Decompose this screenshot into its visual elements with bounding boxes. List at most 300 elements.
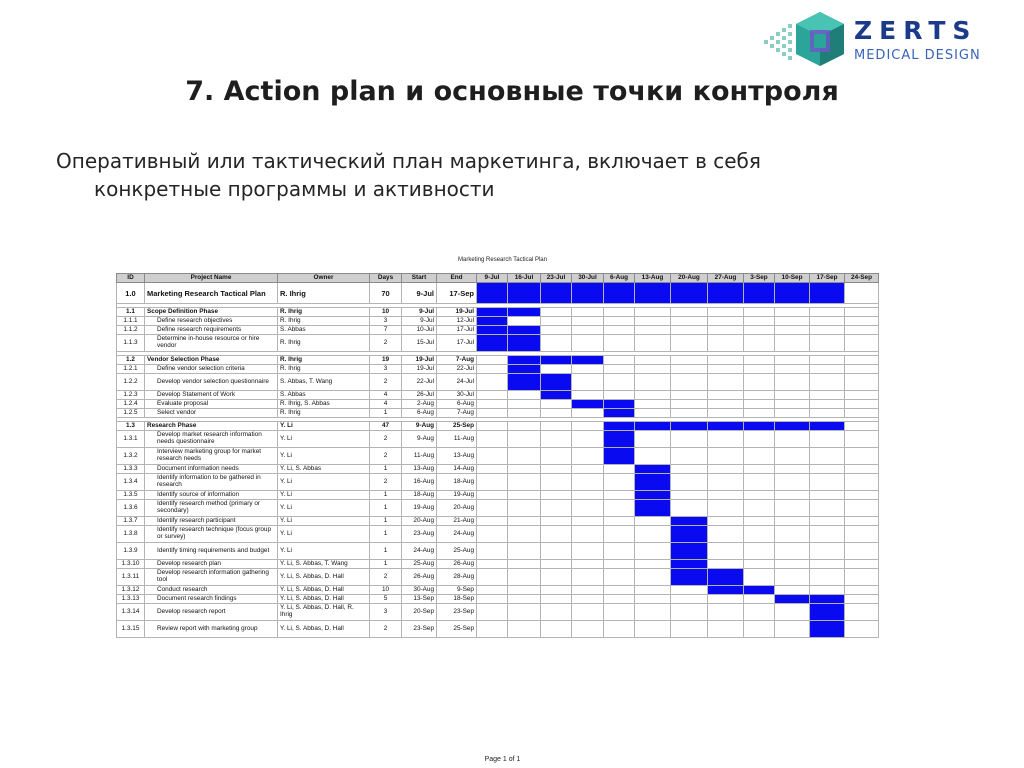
logo-subtitle: MEDICAL DESIGN <box>854 48 981 63</box>
task-owner: R. Ihrig <box>278 356 370 365</box>
task-days: 3 <box>370 365 402 374</box>
gantt-empty-cell <box>572 326 604 335</box>
gantt-empty-cell <box>604 517 635 526</box>
task-days: 2 <box>370 431 402 448</box>
week-header: 6-Aug <box>604 274 635 283</box>
gantt-empty-cell <box>810 335 845 352</box>
gantt-empty-cell <box>845 317 879 326</box>
gantt-empty-cell <box>810 308 845 317</box>
gantt-empty-cell <box>508 543 541 560</box>
gantt-empty-cell <box>508 448 541 465</box>
gantt-empty-cell <box>671 409 708 418</box>
task-start: 23-Aug <box>402 526 437 543</box>
gantt-empty-cell <box>671 356 708 365</box>
gantt-empty-cell <box>671 621 708 638</box>
gantt-empty-cell <box>572 517 604 526</box>
gantt-empty-cell <box>541 526 572 543</box>
phase-row <box>117 356 879 365</box>
gantt-empty-cell <box>572 621 604 638</box>
task-name: Develop research report <box>145 604 278 621</box>
gantt-empty-cell <box>635 560 671 569</box>
gantt-empty-cell <box>845 391 879 400</box>
task-owner: Y. Li <box>278 491 370 500</box>
gantt-empty-cell <box>541 595 572 604</box>
gantt-empty-cell <box>671 308 708 317</box>
gantt-empty-cell <box>744 374 775 391</box>
gantt-bar-cell <box>635 500 671 517</box>
gantt-empty-cell <box>541 517 572 526</box>
task-name: Identify research technique (focus group or survey) <box>145 526 278 543</box>
task-row <box>117 326 879 335</box>
gantt-empty-cell <box>635 335 671 352</box>
gantt-bar-cell <box>604 448 635 465</box>
gantt-empty-cell <box>708 604 744 621</box>
gantt-bar-cell <box>604 400 635 409</box>
task-name: Identify research method (primary or secondary) <box>145 500 278 517</box>
gantt-empty-cell <box>845 560 879 569</box>
gantt-empty-cell <box>744 335 775 352</box>
task-start: 2-Aug <box>402 400 437 409</box>
task-end: 18-Aug <box>437 474 477 491</box>
task-id: 1.3.10 <box>117 560 145 569</box>
gantt-bar-cell <box>604 422 635 431</box>
gantt-empty-cell <box>810 448 845 465</box>
task-owner: S. Abbas, T. Wang <box>278 374 370 391</box>
task-name: Define vendor selection criteria <box>145 365 278 374</box>
task-days: 19 <box>370 356 402 365</box>
task-days: 1 <box>370 465 402 474</box>
gantt-empty-cell <box>508 569 541 586</box>
gantt-empty-cell <box>845 374 879 391</box>
task-row <box>117 374 879 391</box>
gantt-empty-cell <box>635 526 671 543</box>
gantt-empty-cell <box>541 400 572 409</box>
task-end: 22-Jul <box>437 365 477 374</box>
gantt-empty-cell <box>477 621 508 638</box>
gantt-empty-cell <box>477 465 508 474</box>
gantt-bar-cell <box>671 560 708 569</box>
gantt-empty-cell <box>541 409 572 418</box>
gantt-empty-cell <box>671 365 708 374</box>
gantt-empty-cell <box>604 317 635 326</box>
gantt-empty-cell <box>604 543 635 560</box>
gantt-bar-cell <box>671 569 708 586</box>
gantt-empty-cell <box>708 365 744 374</box>
gantt-empty-cell <box>604 586 635 595</box>
gantt-title: Marketing Research Tactical Plan <box>458 257 547 263</box>
task-start: 9-Jul <box>402 317 437 326</box>
gantt-empty-cell <box>671 500 708 517</box>
gantt-empty-cell <box>810 543 845 560</box>
task-row <box>117 560 879 569</box>
gantt-empty-cell <box>604 604 635 621</box>
gantt-empty-cell <box>708 448 744 465</box>
task-row <box>117 335 879 352</box>
week-header: 23-Jul <box>541 274 572 283</box>
gantt-bar-cell <box>810 422 845 431</box>
gantt-empty-cell <box>572 409 604 418</box>
task-end: 13-Aug <box>437 448 477 465</box>
week-header: 17-Sep <box>810 274 845 283</box>
gantt-empty-cell <box>604 560 635 569</box>
gantt-bar-cell <box>744 586 775 595</box>
gantt-empty-cell <box>604 465 635 474</box>
gantt-empty-cell <box>541 317 572 326</box>
task-name: Document information needs <box>145 465 278 474</box>
gantt-empty-cell <box>477 586 508 595</box>
gantt-header-row <box>117 274 879 283</box>
task-start: 13-Aug <box>402 465 437 474</box>
gantt-bar-cell <box>508 326 541 335</box>
gantt-empty-cell <box>635 317 671 326</box>
gantt-empty-cell <box>572 491 604 500</box>
gantt-empty-cell <box>572 569 604 586</box>
gantt-empty-cell <box>508 500 541 517</box>
gantt-empty-cell <box>708 560 744 569</box>
gantt-empty-cell <box>845 474 879 491</box>
task-row <box>117 517 879 526</box>
task-start: 9-Aug <box>402 431 437 448</box>
gantt-empty-cell <box>572 391 604 400</box>
task-id: 1.3.11 <box>117 569 145 586</box>
slide-title: 7. Action plan и основные точки контроля <box>185 76 839 107</box>
gantt-empty-cell <box>477 409 508 418</box>
task-name: Evaluate proposal <box>145 400 278 409</box>
logo-cube-icon <box>762 10 854 72</box>
gantt-bar-cell <box>671 422 708 431</box>
gantt-empty-cell <box>477 543 508 560</box>
gantt-empty-cell <box>775 365 810 374</box>
gantt-empty-cell <box>744 409 775 418</box>
gantt-bar-cell <box>572 400 604 409</box>
task-start: 9-Jul <box>402 308 437 317</box>
task-id: 1.1.3 <box>117 335 145 352</box>
gantt-empty-cell <box>845 586 879 595</box>
gantt-empty-cell <box>810 431 845 448</box>
gantt-empty-cell <box>541 326 572 335</box>
task-name: Develop research information gathering tool <box>145 569 278 586</box>
gantt-bar-cell <box>572 283 604 304</box>
gantt-bar-cell <box>635 465 671 474</box>
gantt-empty-cell <box>541 491 572 500</box>
gantt-empty-cell <box>541 500 572 517</box>
gantt-empty-cell <box>845 308 879 317</box>
gantt-empty-cell <box>477 491 508 500</box>
gantt-empty-cell <box>635 586 671 595</box>
gantt-empty-cell <box>845 465 879 474</box>
gantt-empty-cell <box>708 308 744 317</box>
task-owner: R. Ihrig <box>278 283 370 304</box>
gantt-empty-cell <box>708 400 744 409</box>
project-row <box>117 283 879 304</box>
task-start: 18-Aug <box>402 491 437 500</box>
gantt-empty-cell <box>845 517 879 526</box>
task-days: 2 <box>370 448 402 465</box>
task-end: 17-Sep <box>437 283 477 304</box>
task-end: 9-Sep <box>437 586 477 595</box>
task-row <box>117 621 879 638</box>
task-row <box>117 448 879 465</box>
gantt-empty-cell <box>708 374 744 391</box>
gantt-empty-cell <box>775 604 810 621</box>
task-end: 28-Aug <box>437 569 477 586</box>
task-days: 70 <box>370 283 402 304</box>
task-owner: Y. Li, S. Abbas, T. Wang <box>278 560 370 569</box>
gantt-empty-cell <box>845 604 879 621</box>
task-id: 1.2.2 <box>117 374 145 391</box>
task-id: 1.3 <box>117 422 145 431</box>
gantt-empty-cell <box>508 560 541 569</box>
gantt-empty-cell <box>541 308 572 317</box>
gantt-empty-cell <box>572 543 604 560</box>
gantt-empty-cell <box>744 621 775 638</box>
gantt-bar-cell <box>604 409 635 418</box>
gantt-empty-cell <box>604 308 635 317</box>
task-end: 21-Aug <box>437 517 477 526</box>
task-row <box>117 474 879 491</box>
gantt-empty-cell <box>541 604 572 621</box>
gantt-empty-cell <box>541 560 572 569</box>
gantt-empty-cell <box>477 448 508 465</box>
gantt-empty-cell <box>477 365 508 374</box>
task-days: 1 <box>370 560 402 569</box>
task-row <box>117 604 879 621</box>
task-days: 10 <box>370 586 402 595</box>
week-header: 3-Sep <box>744 274 775 283</box>
task-id: 1.3.14 <box>117 604 145 621</box>
gantt-empty-cell <box>508 491 541 500</box>
gantt-bar-cell <box>508 283 541 304</box>
gantt-empty-cell <box>775 317 810 326</box>
task-row <box>117 526 879 543</box>
gantt-empty-cell <box>671 326 708 335</box>
gantt-empty-cell <box>572 317 604 326</box>
task-row <box>117 543 879 560</box>
gantt-empty-cell <box>845 400 879 409</box>
gantt-empty-cell <box>508 526 541 543</box>
task-name: Develop Statement of Work <box>145 391 278 400</box>
gantt-empty-cell <box>635 365 671 374</box>
gantt-empty-cell <box>635 569 671 586</box>
task-days: 10 <box>370 308 402 317</box>
gantt-empty-cell <box>845 356 879 365</box>
gantt-empty-cell <box>744 517 775 526</box>
task-start: 13-Sep <box>402 595 437 604</box>
gantt-empty-cell <box>635 308 671 317</box>
task-row <box>117 595 879 604</box>
gantt-empty-cell <box>744 356 775 365</box>
gantt-empty-cell <box>708 543 744 560</box>
task-start: 19-Aug <box>402 500 437 517</box>
task-owner: S. Abbas <box>278 391 370 400</box>
task-name: Develop research plan <box>145 560 278 569</box>
week-header: 10-Sep <box>775 274 810 283</box>
task-id: 1.3.7 <box>117 517 145 526</box>
gantt-empty-cell <box>775 391 810 400</box>
gantt-empty-cell <box>775 326 810 335</box>
gantt-empty-cell <box>845 283 879 304</box>
gantt-empty-cell <box>635 621 671 638</box>
gantt-empty-cell <box>810 317 845 326</box>
gantt-empty-cell <box>744 365 775 374</box>
week-header: 16-Jul <box>508 274 541 283</box>
task-start: 6-Aug <box>402 409 437 418</box>
gantt-empty-cell <box>845 621 879 638</box>
gantt-bar-cell <box>508 335 541 352</box>
gantt-empty-cell <box>671 595 708 604</box>
task-owner: R. Ihrig <box>278 335 370 352</box>
gantt-empty-cell <box>744 569 775 586</box>
task-start: 19-Jul <box>402 356 437 365</box>
gantt-bar-cell <box>541 391 572 400</box>
task-days: 1 <box>370 409 402 418</box>
gantt-empty-cell <box>775 335 810 352</box>
gantt-empty-cell <box>508 465 541 474</box>
gantt-empty-cell <box>810 391 845 400</box>
gantt-empty-cell <box>572 365 604 374</box>
task-id: 1.3.9 <box>117 543 145 560</box>
task-end: 11-Aug <box>437 431 477 448</box>
gantt-bar-cell <box>477 308 508 317</box>
task-id: 1.3.12 <box>117 586 145 595</box>
gantt-empty-cell <box>508 422 541 431</box>
task-owner: Y. Li <box>278 517 370 526</box>
gantt-bar-cell <box>635 283 671 304</box>
gantt-empty-cell <box>775 621 810 638</box>
task-id: 1.3.4 <box>117 474 145 491</box>
gantt-empty-cell <box>775 308 810 317</box>
task-name: Research Phase <box>145 422 278 431</box>
task-owner: R. Ihrig <box>278 317 370 326</box>
task-days: 7 <box>370 326 402 335</box>
phase-row <box>117 422 879 431</box>
task-row <box>117 409 879 418</box>
gantt-empty-cell <box>541 422 572 431</box>
gantt-empty-cell <box>635 448 671 465</box>
slide-subtitle <box>56 147 896 203</box>
gantt-empty-cell <box>477 604 508 621</box>
task-row <box>117 465 879 474</box>
task-end: 6-Aug <box>437 400 477 409</box>
task-start: 9-Aug <box>402 422 437 431</box>
gantt-table <box>116 273 879 638</box>
gantt-empty-cell <box>508 517 541 526</box>
task-days: 1 <box>370 500 402 517</box>
gantt-empty-cell <box>508 474 541 491</box>
gantt-empty-cell <box>810 586 845 595</box>
gantt-empty-cell <box>708 356 744 365</box>
gantt-empty-cell <box>572 595 604 604</box>
gantt-bar-cell <box>708 422 744 431</box>
gantt-empty-cell <box>541 335 572 352</box>
gantt-empty-cell <box>744 560 775 569</box>
gantt-bar-cell <box>477 283 508 304</box>
task-name: Identify information to be gathered in research <box>145 474 278 491</box>
task-owner: Y. Li, S. Abbas <box>278 465 370 474</box>
gantt-empty-cell <box>671 335 708 352</box>
task-end: 23-Sep <box>437 604 477 621</box>
task-start: 26-Aug <box>402 569 437 586</box>
task-start: 23-Sep <box>402 621 437 638</box>
task-row <box>117 491 879 500</box>
task-start: 25-Aug <box>402 560 437 569</box>
task-owner: Y. Li, S. Abbas, D. Hall <box>278 595 370 604</box>
task-id: 1.3.3 <box>117 465 145 474</box>
gantt-bar-cell <box>572 356 604 365</box>
gantt-empty-cell <box>572 374 604 391</box>
gantt-empty-cell <box>572 526 604 543</box>
gantt-empty-cell <box>810 491 845 500</box>
task-days: 47 <box>370 422 402 431</box>
gantt-empty-cell <box>810 569 845 586</box>
gantt-empty-cell <box>635 543 671 560</box>
task-end: 19-Jul <box>437 308 477 317</box>
gantt-empty-cell <box>477 391 508 400</box>
task-name: Scope Definition Phase <box>145 308 278 317</box>
gantt-empty-cell <box>477 374 508 391</box>
task-id: 1.3.1 <box>117 431 145 448</box>
gantt-bar-cell <box>810 604 845 621</box>
task-days: 1 <box>370 517 402 526</box>
gantt-empty-cell <box>744 400 775 409</box>
gantt-empty-cell <box>572 448 604 465</box>
gantt-bar-cell <box>810 621 845 638</box>
task-row <box>117 400 879 409</box>
subtitle-line-1: Оперативный или тактический план маркетинга, включает в себя <box>56 149 761 173</box>
gantt-empty-cell <box>477 356 508 365</box>
task-end: 25-Sep <box>437 422 477 431</box>
task-id: 1.2.4 <box>117 400 145 409</box>
task-owner: Y. Li <box>278 448 370 465</box>
gantt-empty-cell <box>508 604 541 621</box>
gantt-empty-cell <box>708 517 744 526</box>
task-start: 10-Jul <box>402 326 437 335</box>
task-days: 1 <box>370 526 402 543</box>
gantt-empty-cell <box>845 365 879 374</box>
gantt-empty-cell <box>572 431 604 448</box>
week-header: 9-Jul <box>477 274 508 283</box>
task-id: 1.2.3 <box>117 391 145 400</box>
task-days: 3 <box>370 317 402 326</box>
gantt-empty-cell <box>671 448 708 465</box>
task-end: 14-Aug <box>437 465 477 474</box>
gantt-bar-cell <box>775 283 810 304</box>
task-days: 2 <box>370 374 402 391</box>
gantt-empty-cell <box>635 595 671 604</box>
gantt-empty-cell <box>708 317 744 326</box>
gantt-bar-cell <box>635 474 671 491</box>
col-header-owner: Owner <box>278 274 370 283</box>
gantt-empty-cell <box>671 391 708 400</box>
gantt-empty-cell <box>508 621 541 638</box>
task-start: 26-Jul <box>402 391 437 400</box>
gantt-bar-cell <box>708 569 744 586</box>
task-days: 4 <box>370 400 402 409</box>
gantt-empty-cell <box>708 621 744 638</box>
task-days: 2 <box>370 474 402 491</box>
gantt-empty-cell <box>635 326 671 335</box>
task-id: 1.3.15 <box>117 621 145 638</box>
task-start: 11-Aug <box>402 448 437 465</box>
gantt-bar-cell <box>744 283 775 304</box>
gantt-empty-cell <box>708 474 744 491</box>
task-owner: R. Ihrig, S. Abbas <box>278 400 370 409</box>
task-days: 1 <box>370 543 402 560</box>
gantt-empty-cell <box>604 356 635 365</box>
gantt-empty-cell <box>572 335 604 352</box>
gantt-empty-cell <box>671 400 708 409</box>
gantt-empty-cell <box>604 474 635 491</box>
